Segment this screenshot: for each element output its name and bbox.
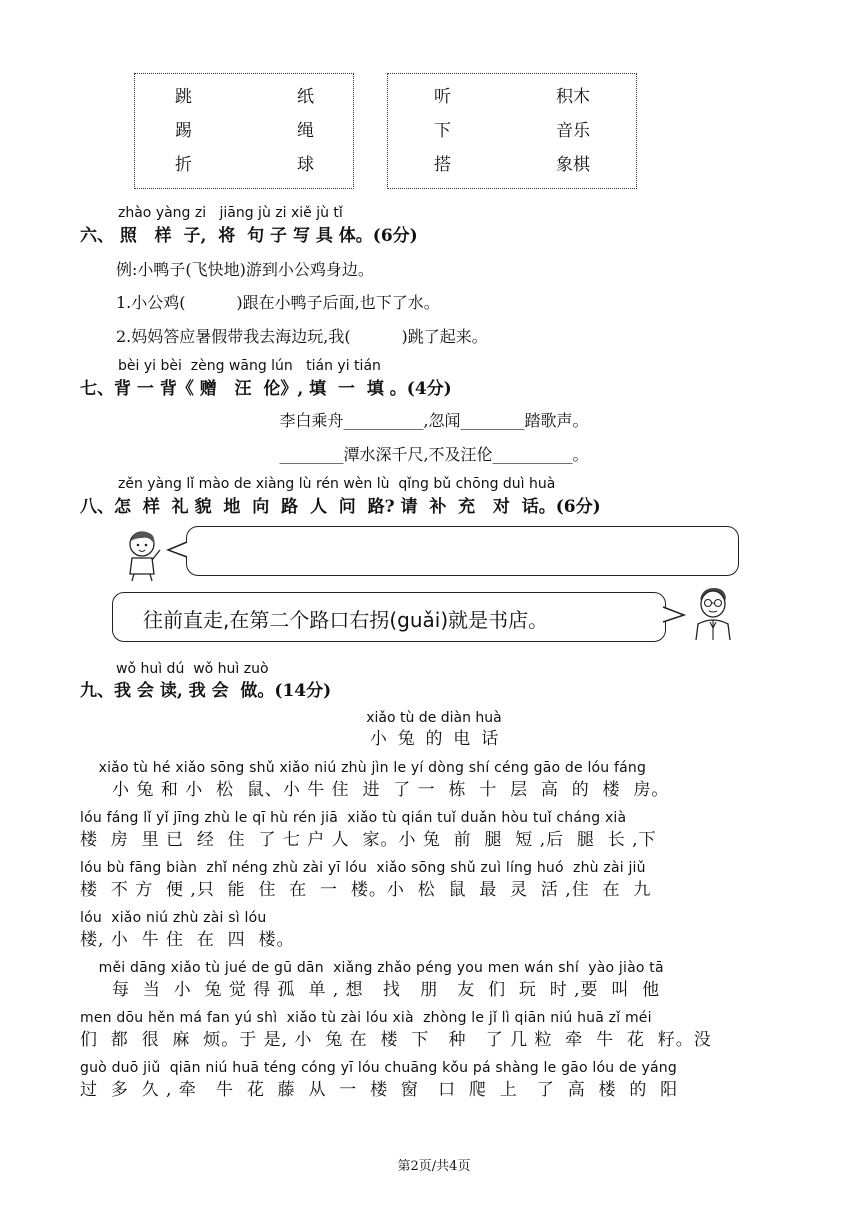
story-title: 小 兔 的 电 话 xyxy=(369,729,499,749)
story-text-row: 楼, 小 牛 住 在 四 楼。 xyxy=(80,930,295,950)
match-left-item: 搭 xyxy=(434,155,451,175)
match-right-item: 音乐 xyxy=(556,121,590,141)
match-left-item: 下 xyxy=(434,121,451,141)
section6-title: 六、 照 样 子, 将 句 子 写 具 体。(6分) xyxy=(80,226,418,246)
story-pinyin-row: lóu bù fāng biàn zhǐ néng zhù zài yī lóu xiǎo sōng shǔ zuì líng huó zhù zài jiǔ xyxy=(80,860,646,876)
story-pinyin-row: men dōu hěn má fan yú shì xiǎo tù zài lóu xià zhòng le jǐ lì qiān niú huā zǐ méi xyxy=(80,1010,652,1026)
page-number: 第2页/共4页 xyxy=(397,1159,471,1174)
section7-title: 七、背 一 背《 赠 汪 伦》, 填 一 填 。(4分) xyxy=(80,379,452,399)
child-icon xyxy=(118,528,166,582)
match-left-item: 折 xyxy=(175,155,192,175)
match-box-right xyxy=(387,73,637,189)
section8-pinyin: zěn yàng lǐ mào de xiàng lù rén wèn lù qǐng bǔ chōng duì huà xyxy=(118,476,556,492)
section6-pinyin: zhào yàng zi jiāng jù zi xiě jù tǐ xyxy=(118,205,343,221)
section7-pinyin: bèi yi bèi zèng wāng lún tián yi tián xyxy=(118,358,381,374)
question-speech-bubble[interactable] xyxy=(186,526,739,576)
story-text-row: 们 都 很 麻 烦。于 是, 小 兔 在 楼 下 种 了 几 粒 牵 牛 花 籽。没 xyxy=(80,1030,712,1050)
section6-example: 例:小鸭子(飞快地)游到小公鸡身边。 xyxy=(116,260,374,279)
section9-title: 九、我 会 读, 我 会 做。(14分) xyxy=(80,681,332,701)
match-right-item: 球 xyxy=(297,155,314,175)
story-title-pinyin: xiǎo tù de diàn huà xyxy=(366,710,502,726)
match-left-item: 跳 xyxy=(175,87,192,107)
match-left-item: 听 xyxy=(434,87,451,107)
match-box-left xyxy=(134,73,354,189)
section9-pinyin: wǒ huì dú wǒ huì zuò xyxy=(116,661,269,677)
story-text-row: 楼 房 里 已 经 住 了 七 户 人 家。小 兔 前 腿 短 ,后 腿 长 ,下 xyxy=(80,830,657,850)
bubble-tail-right xyxy=(662,606,686,624)
story-text-row: 小 兔 和 小 松 鼠、小 牛 住 进 了 一 栋 十 层 高 的 楼 房。 xyxy=(80,780,670,800)
reply-text: 往前直走,在第二个路口右拐(guǎi)就是书店。 xyxy=(143,608,549,632)
match-right-item: 绳 xyxy=(297,121,314,141)
story-pinyin-row: guò duō jiǔ qiān niú huā téng cóng yī lóu chuāng kǒu pá shàng le gāo lóu de yáng xyxy=(80,1060,677,1076)
story-pinyin-row: lóu fáng lǐ yǐ jīng zhù le qī hù rén jiā xiǎo tù qián tuǐ duǎn hòu tuǐ cháng xià xyxy=(80,810,627,826)
adult-illustration xyxy=(688,586,738,642)
story-pinyin-row: lóu xiǎo niú zhù zài sì lóu xyxy=(80,910,267,926)
man-with-glasses-icon xyxy=(688,586,738,642)
section7-line-1: 李白乘舟__________,忽闻________踏歌声。 xyxy=(279,411,589,430)
story-pinyin-row: měi dāng xiǎo tù jué de gū dān xiǎng zhǎo péng you men wán shí yào jiào tā xyxy=(80,960,664,976)
story-pinyin-row: xiǎo tù hé xiǎo sōng shǔ xiǎo niú zhù jìn le yí dòng shí céng gāo de lóu fáng xyxy=(80,760,647,776)
match-right-item: 纸 xyxy=(297,87,314,107)
story-text-row: 每 当 小 兔 觉 得 孤 单 , 想 找 朋 友 们 玩 时 ,要 叫 他 xyxy=(80,980,661,1000)
section7-line-2: ________潭水深千尺,不及汪伦__________。 xyxy=(279,445,589,464)
section6-question-2: 2.妈妈答应暑假带我去海边玩,我( )跳了起来。 xyxy=(116,327,488,346)
child-illustration xyxy=(118,528,166,582)
section6-question-1: 1.小公鸡( )跟在小鸭子后面,也下了水。 xyxy=(116,293,440,312)
reply-speech-bubble xyxy=(112,592,666,642)
match-right-item: 积木 xyxy=(556,87,590,107)
section8-title: 八、怎 样 礼 貌 地 向 路 人 问 路? 请 补 充 对 话。(6分) xyxy=(80,497,601,517)
match-left-item: 踢 xyxy=(175,121,192,141)
story-text-row: 过 多 久 , 牵 牛 花 藤 从 一 楼 窗 口 爬 上 了 高 楼 的 阳 xyxy=(80,1080,679,1100)
story-text-row: 楼 不 方 便 ,只 能 住 在 一 楼。小 松 鼠 最 灵 活 ,住 在 九 xyxy=(80,880,652,900)
match-right-item: 象棋 xyxy=(556,155,590,175)
bubble-tail-left xyxy=(166,541,188,559)
